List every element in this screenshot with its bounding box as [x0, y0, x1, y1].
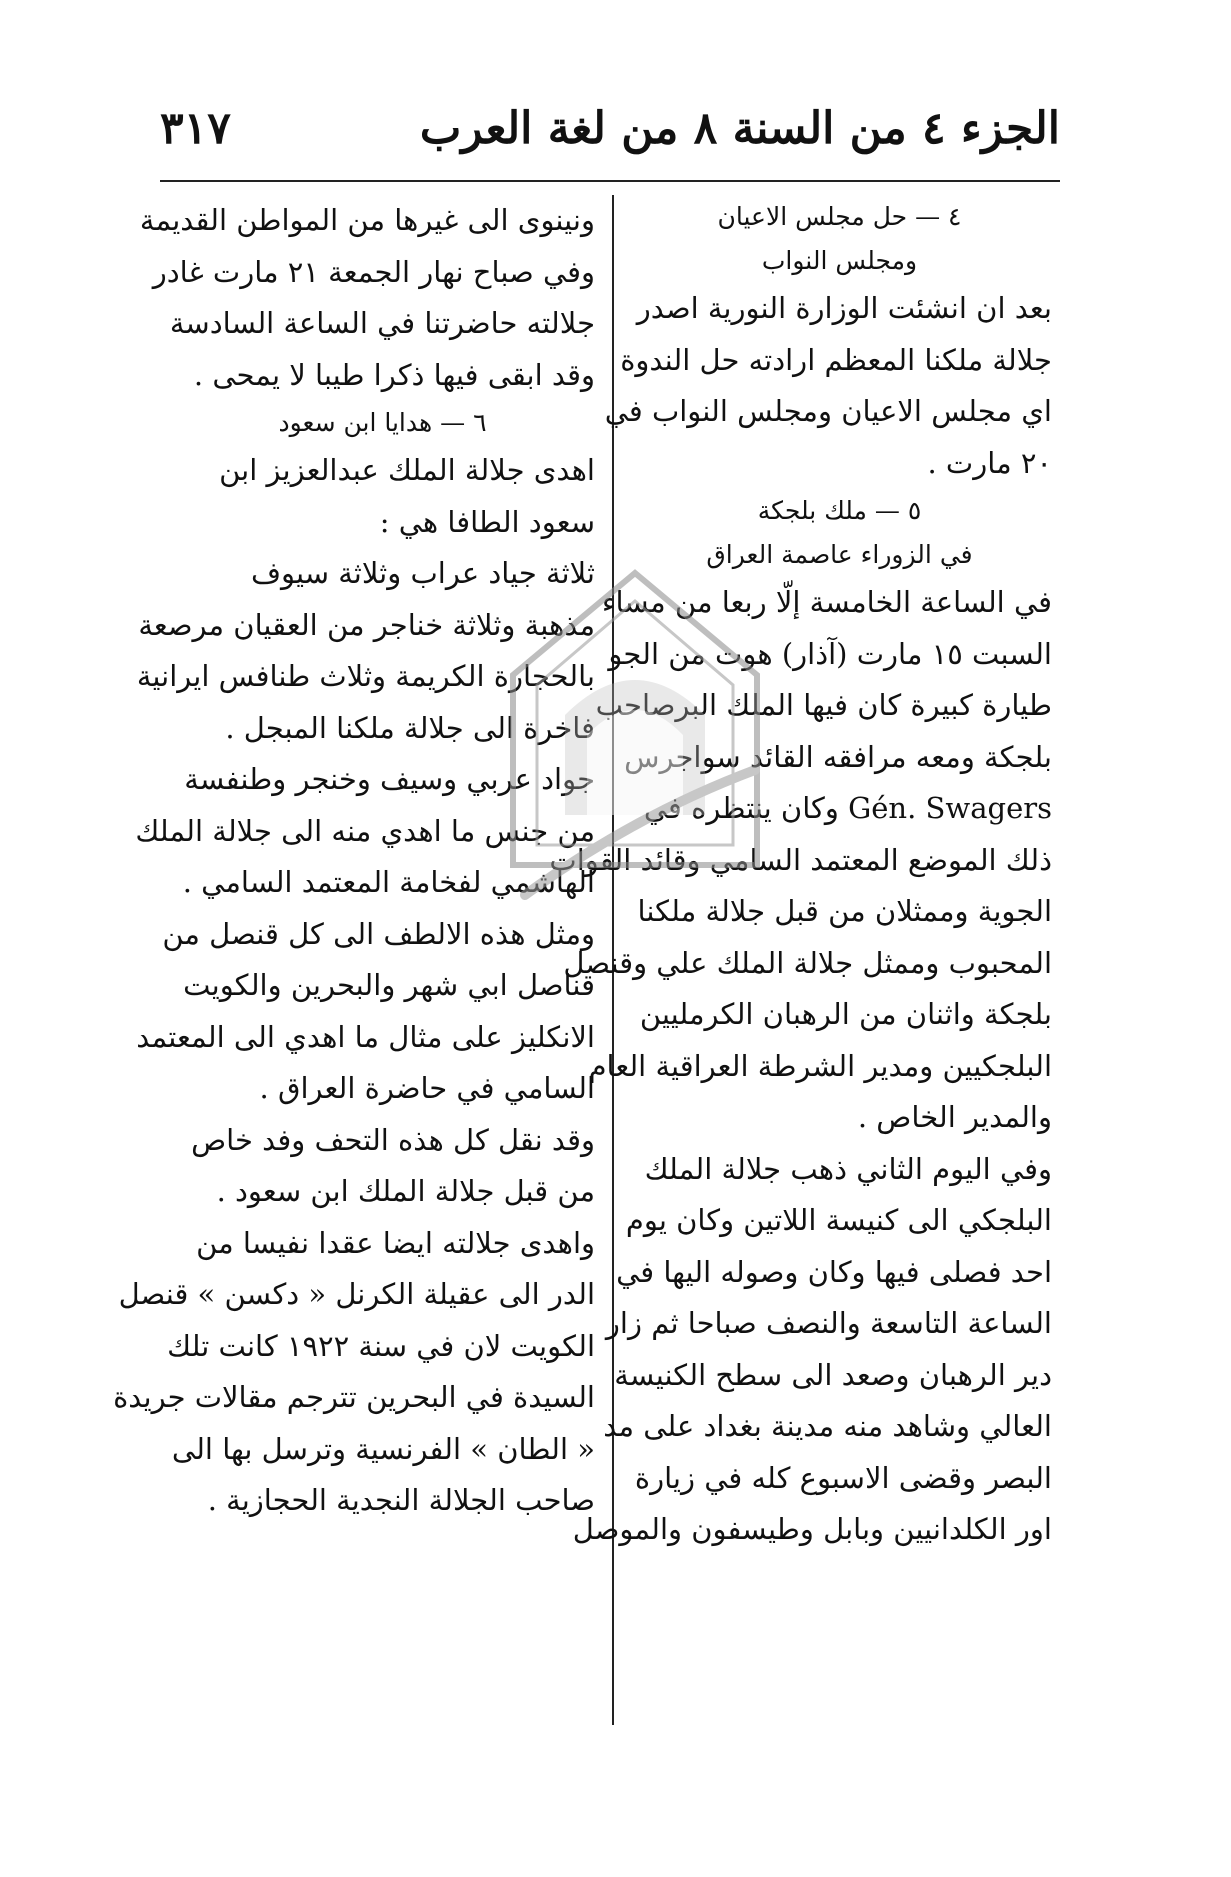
text-line: وقد ابقى فيها ذكرا طيبا لا يمحى . — [193, 357, 595, 392]
text-line: ثلاثة جياد عراب وثلاثة سيوف — [250, 556, 595, 590]
section-4-paragraph — [604, 283, 1052, 489]
text-line: فاخرة الى جلالة ملكنا المبجل . — [225, 710, 595, 745]
text-line: الانكليز على مثال ما اهدي الى المعتمد — [136, 1019, 595, 1054]
text-line: طيارة كبيرة كان فيها الملك البرصاحب — [595, 688, 1052, 722]
text-line: بعد ان انشئت الوزارة النورية اصدر — [636, 291, 1052, 325]
text-line: جلالة ملكنا المعظم ارادته حل الندوة — [620, 342, 1052, 377]
gifts-paragraph-6 — [113, 1218, 595, 1527]
section-4-heading: ٤ — حل مجلس الاعيان — [717, 202, 962, 231]
text-line: قناصل ابي شهر والبحرين والكويت — [183, 968, 595, 1002]
text-line: وفي صباح نهار الجمعة ٢١ مارت غادر — [152, 254, 595, 289]
section-5-subheading: في الزوراء عاصمة العراق — [706, 540, 973, 569]
text-line: اي مجلس الاعيان ومجلس النواب في — [604, 394, 1052, 428]
text-line: « الطان » الفرنسية وترسل بها الى — [171, 1431, 595, 1466]
text-line: Gén. Swagers وكان ينتظره في — [643, 791, 1052, 825]
text-line: الكويت لان في سنة ١٩٢٢ كانت تلك — [167, 1328, 595, 1363]
section-4-subheading: ومجلس النواب — [761, 246, 918, 275]
text-line: البصر وقضى الاسبوع كله في زيارة — [634, 1460, 1052, 1495]
section-5-heading: ٥ — ملك بلجكة — [757, 496, 922, 525]
text-line: العالي وشاهد منه مدينة بغداد على مد — [603, 1409, 1052, 1443]
text-line: احد فصلى فيها وكان وصوله اليها في — [616, 1254, 1052, 1289]
library-watermark-stamp — [495, 565, 775, 925]
text-line: اور الكلدانيين وبابل وطيسفون والموصل — [572, 1512, 1052, 1546]
running-header — [160, 95, 1060, 165]
text-line: بلجكة واثنان من الرهبان الكرمليين — [639, 997, 1052, 1031]
text-line: من جنس ما اهدي منه الى جلالة الملك — [135, 813, 595, 848]
text-line: الساعة التاسعة والنصف صباحا ثم زار — [605, 1306, 1052, 1340]
continuation-paragraph — [139, 195, 595, 401]
text-line: من قبل جلالة الملك ابن سعود . — [216, 1174, 595, 1208]
text-line: الهاشمي لفخامة المعتمد السامي . — [182, 865, 595, 899]
text-line: اهدى جلالة الملك عبدالعزيز ابن — [219, 453, 595, 487]
text-line: السبت ١٥ مارت (آذار) هوت من الجو — [608, 636, 1052, 671]
text-line: ومثل هذه الالطف الى كل قنصل من — [162, 916, 595, 951]
gifts-paragraph-1 — [170, 445, 595, 548]
text-line: وقد نقل كل هذه التحف وفد خاص — [191, 1122, 595, 1157]
header-rule — [160, 180, 1060, 182]
text-line: بالحجارة الكريمة وثلاث طنافس ايرانية — [136, 659, 595, 693]
text-line: البلجكي الى كنيسة اللاتين وكان يوم — [625, 1203, 1052, 1237]
text-line: الدر الى عقيلة الكرنل « دكسن » قنصل — [118, 1277, 595, 1311]
section-6-heading: ٦ — هدايا ابن سعود — [278, 408, 487, 437]
text-line: الجوية وممثلان من قبل جلالة ملكنا — [637, 894, 1052, 928]
text-line: المحبوب وممثل جلالة الملك علي وقنصل — [563, 945, 1052, 980]
text-line: ونينوى الى غيرها من المواطن القديمة — [139, 203, 595, 237]
text-line: والمدير الخاص . — [857, 1100, 1052, 1134]
text-line: بلجكة ومعه مرافقه القائد سواجرس — [624, 739, 1052, 774]
text-line: السامي في حاضرة العراق . — [259, 1071, 595, 1105]
text-line: مذهبة وثلاثة خناجر من العقيان مرصعة — [138, 607, 595, 642]
text-line: صاحب الجلالة النجدية الحجازية . — [207, 1483, 595, 1517]
text-line: وفي اليوم الثاني ذهب جلالة الملك — [644, 1151, 1052, 1186]
text-line: جلالته حاضرتنا في الساعة السادسة — [169, 306, 595, 340]
text-line: في الساعة الخامسة إلّا ربعا من مساء — [601, 585, 1052, 619]
text-line: دير الرهبان وصعد الى سطح الكنيسة — [614, 1357, 1052, 1392]
running-title: الجزء ٤ من السنة ٨ من لغة العرب — [419, 103, 1060, 154]
text-line: السيدة في البحرين تترجم مقالات جريدة — [113, 1380, 595, 1414]
text-line: البلجكيين ومدير الشرطة العراقية العام — [588, 1048, 1052, 1083]
gifts-paragraph-4 — [136, 909, 595, 1115]
section-5-paragraph-2 — [572, 1144, 1052, 1556]
page-number: ٣١٧ — [160, 103, 231, 154]
text-line: ذلك الموضع المعتمد السامي وقائد القوات — [549, 842, 1052, 877]
text-line: جواد عربي وسيف وخنجر وطنفسة — [184, 762, 595, 796]
text-line: واهدى جلالته ايضا عقدا نفيسا من — [196, 1225, 595, 1260]
text-line: ٢٠ مارت . — [927, 445, 1052, 480]
gifts-paragraph-5 — [170, 1115, 595, 1218]
text-line: سعود الطافا هي : — [379, 504, 595, 539]
